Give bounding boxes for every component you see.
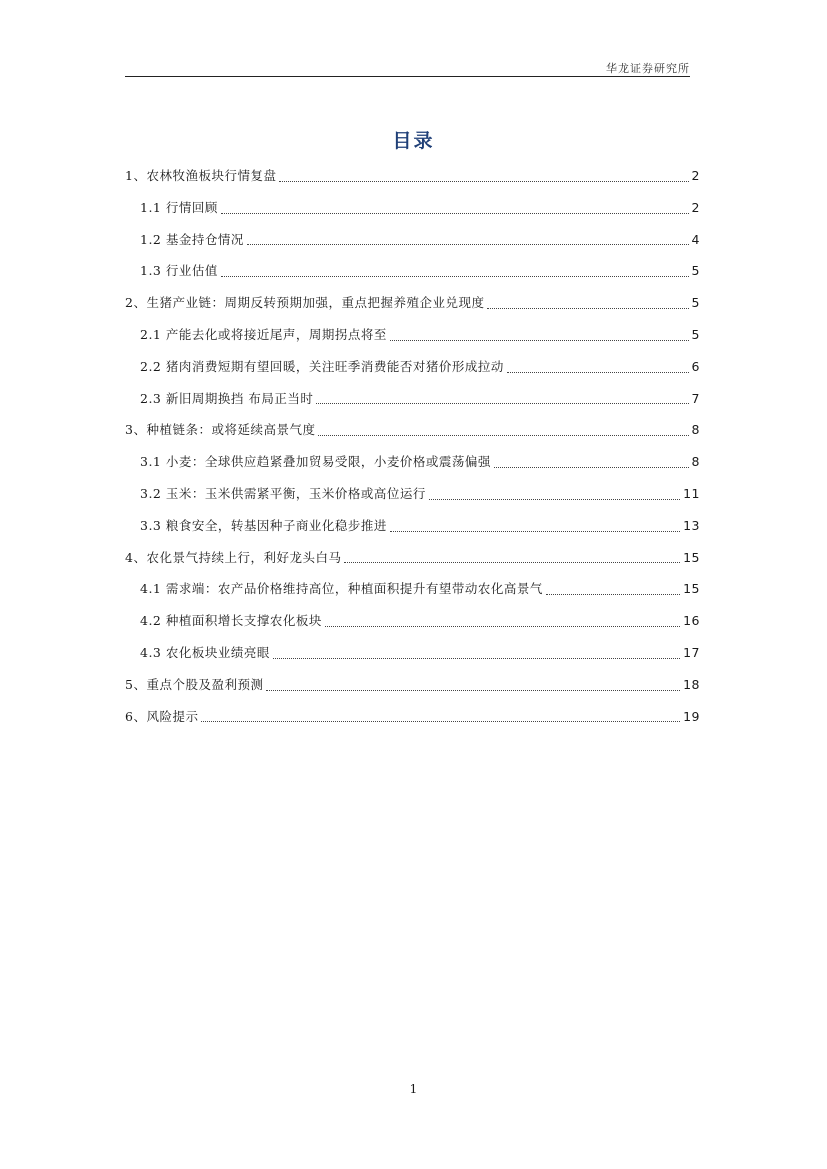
toc-entry-page[interactable]: 5 bbox=[691, 295, 700, 311]
toc-dot-leader bbox=[507, 372, 689, 373]
toc-entry-page[interactable]: 8 bbox=[691, 422, 700, 438]
toc-entry-label[interactable]: 3.2 玉米：玉米供需紧平衡，玉米价格或高位运行 bbox=[140, 485, 426, 501]
toc-entry-page[interactable]: 19 bbox=[683, 708, 700, 724]
toc-entry-label[interactable]: 2、生猪产业链：周期反转预期加强，重点把握养殖企业兑现度 bbox=[125, 295, 485, 311]
toc-entry-label[interactable]: 3.3 粮食安全，转基因种子商业化稳步推进 bbox=[140, 517, 387, 533]
toc-entry[interactable] bbox=[125, 542, 700, 574]
toc-dot-leader bbox=[266, 690, 680, 691]
toc-entry[interactable] bbox=[125, 351, 700, 383]
toc-dot-leader bbox=[546, 594, 680, 595]
toc-entry-label[interactable]: 1.2 基金持仓情况 bbox=[140, 231, 244, 247]
toc-entry[interactable] bbox=[125, 224, 700, 256]
toc-entry-page[interactable]: 6 bbox=[691, 358, 700, 374]
toc-entry[interactable] bbox=[125, 701, 700, 733]
toc-entry[interactable] bbox=[125, 287, 700, 319]
toc-entry[interactable] bbox=[125, 319, 700, 351]
toc-dot-leader bbox=[221, 213, 689, 214]
toc-entry-label[interactable]: 4.2 种植面积增长支撑农化板块 bbox=[140, 613, 322, 629]
toc-dot-leader bbox=[429, 499, 680, 500]
toc-dot-leader bbox=[316, 403, 688, 404]
toc-entry[interactable] bbox=[125, 192, 700, 224]
toc-dot-leader bbox=[487, 308, 688, 309]
toc-entry-label[interactable]: 4.1 需求端：农产品价格维持高位，种植面积提升有望带动农化高景气 bbox=[140, 581, 543, 597]
toc-entry-page[interactable]: 2 bbox=[691, 168, 700, 183]
toc-entry-label[interactable]: 1、农林牧渔板块行情复盘 bbox=[125, 168, 277, 183]
toc-entry[interactable] bbox=[125, 510, 700, 542]
toc-entry-page[interactable]: 18 bbox=[683, 676, 700, 692]
toc-dot-leader bbox=[247, 244, 689, 245]
toc-entry-label[interactable]: 5、重点个股及盈利预测 bbox=[125, 676, 264, 692]
toc-entry-label[interactable]: 6、风险提示 bbox=[125, 708, 199, 724]
toc-entry-label[interactable]: 4.3 农化板块业绩亮眼 bbox=[140, 644, 270, 660]
toc-entry-page[interactable]: 15 bbox=[683, 549, 700, 565]
toc-entry-page[interactable]: 5 bbox=[691, 263, 700, 279]
toc-entry[interactable] bbox=[125, 383, 700, 415]
toc-dot-leader bbox=[318, 435, 688, 436]
toc-entry[interactable] bbox=[125, 669, 700, 701]
toc-entry-label[interactable]: 3、种植链条：或将延续高景气度 bbox=[125, 422, 316, 438]
toc-dot-leader bbox=[279, 181, 688, 182]
toc-entry[interactable] bbox=[125, 414, 700, 446]
toc-entry-label[interactable]: 2.2 猪肉消费短期有望回暖，关注旺季消费能否对猪价形成拉动 bbox=[140, 358, 504, 374]
toc-entry-label[interactable]: 1.3 行业估值 bbox=[140, 263, 218, 279]
toc-entry[interactable] bbox=[125, 478, 700, 510]
toc-dot-leader bbox=[325, 626, 680, 627]
toc-dot-leader bbox=[494, 467, 689, 468]
toc-entry-label[interactable]: 1.1 行情回顾 bbox=[140, 199, 218, 215]
page-number: 1 bbox=[409, 1082, 418, 1096]
header-divider bbox=[125, 76, 690, 77]
toc-entry-page[interactable]: 17 bbox=[683, 644, 700, 660]
toc-entry-page[interactable]: 7 bbox=[691, 390, 700, 406]
toc-dot-leader bbox=[273, 658, 680, 659]
toc-entry-label[interactable]: 3.1 小麦：全球供应趋紧叠加贸易受限，小麦价格或震荡偏强 bbox=[140, 454, 491, 470]
toc-entry-page[interactable]: 15 bbox=[683, 581, 700, 597]
header-organization: 华龙证券研究所 bbox=[606, 62, 690, 75]
toc-dot-leader bbox=[390, 340, 689, 341]
toc-entry-page[interactable]: 4 bbox=[691, 231, 700, 247]
toc-entry-page[interactable]: 8 bbox=[691, 454, 700, 470]
toc-entry-page[interactable]: 16 bbox=[683, 613, 700, 629]
toc-entry-page[interactable]: 5 bbox=[691, 326, 700, 342]
toc-entry[interactable] bbox=[125, 255, 700, 287]
toc-dot-leader bbox=[390, 531, 680, 532]
toc-entry-label[interactable]: 2.3 新旧周期换挡 布局正当时 bbox=[140, 390, 314, 406]
toc-entry[interactable] bbox=[125, 605, 700, 637]
toc-entry-label[interactable]: 4、农化景气持续上行，利好龙头白马 bbox=[125, 549, 342, 565]
toc-dot-leader bbox=[344, 562, 680, 563]
toc-entry[interactable] bbox=[125, 637, 700, 669]
toc-entry[interactable] bbox=[125, 160, 700, 192]
toc-dot-leader bbox=[201, 721, 680, 722]
toc-entry-page[interactable]: 13 bbox=[683, 517, 700, 533]
toc-dot-leader bbox=[221, 276, 689, 277]
toc-title: 目录 bbox=[392, 130, 435, 152]
toc-entry[interactable] bbox=[125, 446, 700, 478]
table-of-contents bbox=[125, 160, 700, 732]
toc-entry-page[interactable]: 2 bbox=[691, 199, 700, 215]
toc-entry[interactable] bbox=[125, 573, 700, 605]
toc-entry-page[interactable]: 11 bbox=[683, 485, 700, 501]
toc-entry-label[interactable]: 2.1 产能去化或将接近尾声，周期拐点将至 bbox=[140, 326, 387, 342]
